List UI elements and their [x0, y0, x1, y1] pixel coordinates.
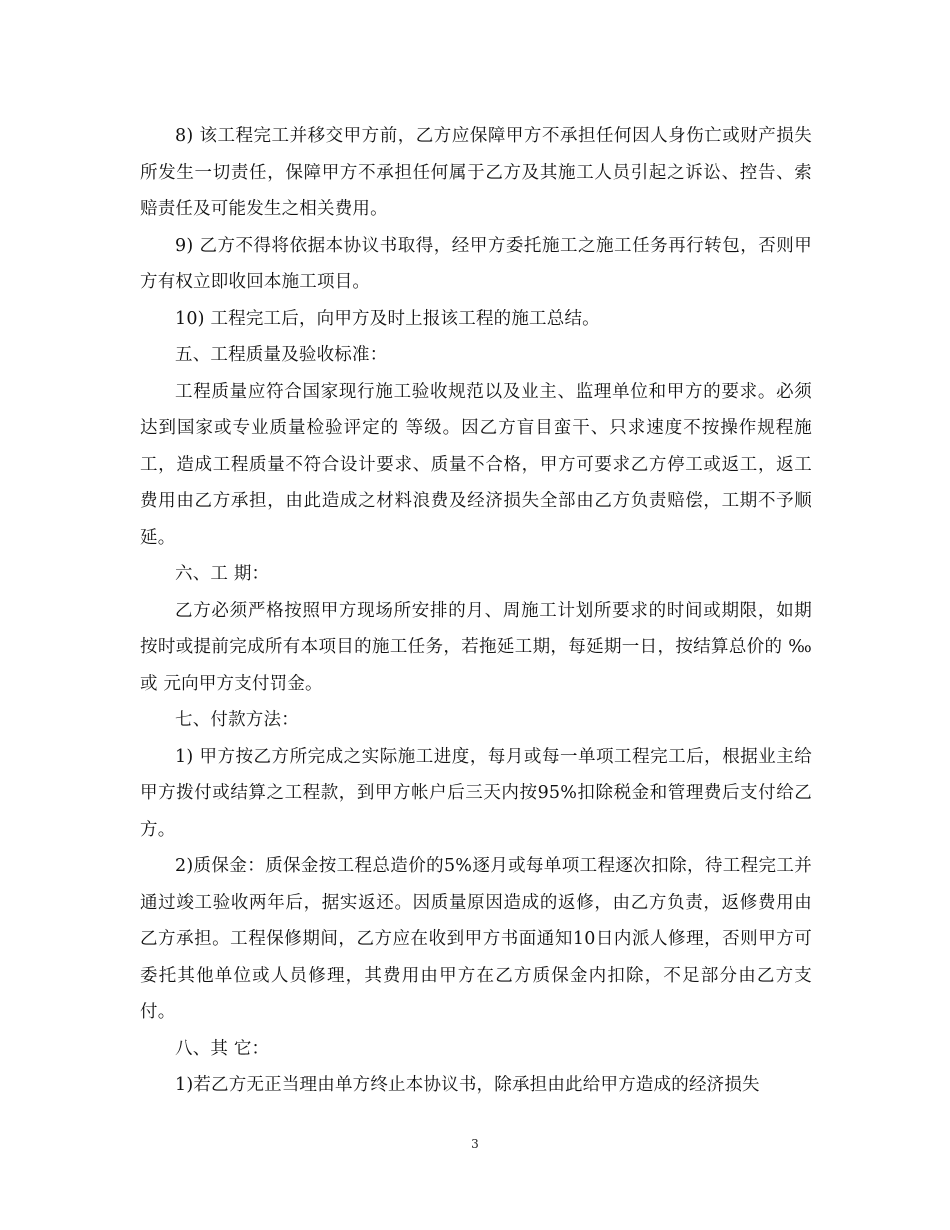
payment-2: 2)质保金：质保金按工程总造价的5%逐月或每单项工程逐次扣除，待工程完工并通过竣工验收两年后，据实返还。因质量原因造成的返修，由乙方负责，返修费用由乙方承担。工程保修期间，乙方应在收到甲方书面通知10日内派人修理，否则甲方可委托其他单位或人员修理，其费用由甲方在乙方质保金内扣除，不足部分由乙方支付。: [140, 856, 812, 1022]
other-1: 1)若乙方无正当理由单方终止本协议书，除承担由此给甲方造成的经济损失: [175, 1075, 760, 1095]
section-8-heading: 八、其 它：: [175, 1038, 270, 1059]
clause-10: 10) 工程完工后，向甲方及时上报该工程的施工总结。: [175, 308, 600, 329]
section-5-heading: 五、工程质量及验收标准：: [175, 345, 388, 365]
quality-standard: 工程质量应符合国家现行施工验收规范以及业主、监理单位和甲方的要求。必须达到国家或专业质量检验评定的 等级。因乙方盲目蛮干、只求速度不按操作规程施工，造成工程质量不符合设计要求、质量不合格，甲方可要求乙方停工或返工，返工费用由乙方承担，由此造成之材料浪费及经济损失全部由乙方负责赔偿，工期不予顺延。: [140, 381, 812, 548]
document-body: [140, 118, 812, 1104]
section-6-heading: 六、工 期：: [175, 564, 270, 584]
section-7-heading: 七、付款方法：: [175, 710, 299, 730]
schedule: 乙方必须严格按照甲方现场所安排的月、周施工计划所要求的时间或期限，如期按时或提前完成所有本项目的施工任务，若拖延工期，每延期一日，按结算总价的 ‰或 元向甲方支付罚金。: [140, 600, 812, 694]
clause-9: 9) 乙方不得将依据本协议书取得，经甲方委托施工之施工任务再行转包，否则甲方有权立即收回本施工项目。: [140, 235, 812, 292]
payment-1: 1) 甲方按乙方所完成之实际施工进度，每月或每一单项工程完工后，根据业主给甲方拨付或结算之工程款，到甲方帐户后三天内按95%扣除税金和管理费后支付给乙方。: [140, 746, 812, 840]
clause-8: 8) 该工程完工并移交甲方前，乙方应保障甲方不承担任何因人身伤亡或财产损失所发生一切责任，保障甲方不承担任何属于乙方及其施工人员引起之诉讼、控告、索赔责任及可能发生之相关费用。: [140, 126, 812, 219]
page-number: 3: [471, 1137, 479, 1151]
